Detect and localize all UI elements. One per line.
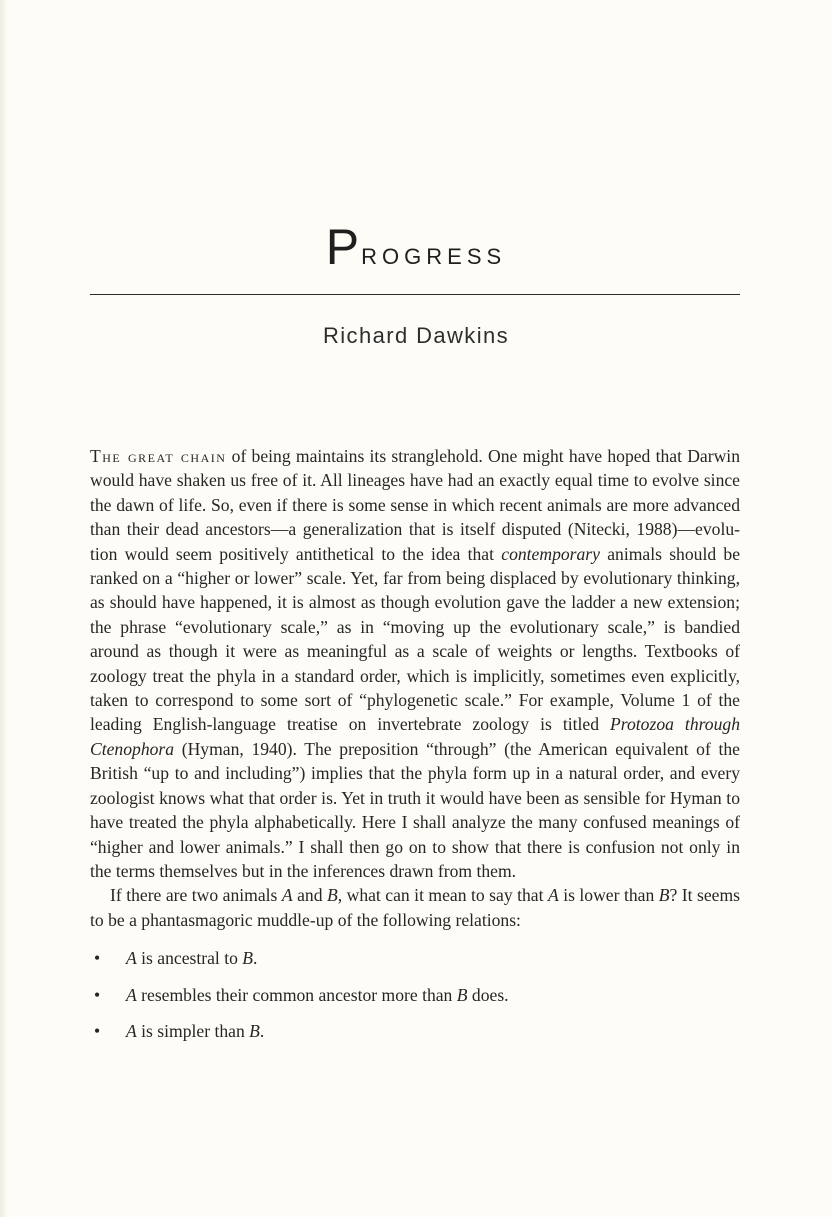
text-run: . bbox=[259, 1020, 265, 1041]
italic-text: B bbox=[456, 984, 468, 1005]
italic-text: A bbox=[281, 885, 293, 906]
lead-in-small-caps: The great chain bbox=[90, 446, 227, 466]
text-run: and bbox=[292, 885, 327, 906]
chapter-title-rest: ROGRESS bbox=[361, 244, 507, 269]
italic-text: A bbox=[126, 1020, 137, 1041]
italic-text: Protozoa through Ctenophora bbox=[90, 714, 740, 759]
bullet-dot-icon: • bbox=[94, 1020, 101, 1041]
body-paragraph bbox=[90, 883, 740, 932]
paragraphs bbox=[90, 444, 740, 932]
text-run: is ancestral to bbox=[136, 948, 243, 969]
bullet-dot-icon: • bbox=[94, 984, 101, 1005]
title-rule bbox=[90, 294, 740, 295]
italic-text: contemporary bbox=[501, 543, 600, 564]
italic-text: B bbox=[249, 1020, 260, 1041]
body-text bbox=[90, 444, 740, 1055]
text-run: (Hyman, 1940). The preposition “through” (the American equivalent of the British “up to and including”) implies that the phyla form up in a natural order, and every zoologist knows what that order is. Yet in truth it would have been as sensible for Hyman to have treated the phyla alphabetically. Here I shall analyze the many confused meanings of “higher and lower animals.” I shall then go on to show that there is confusion not only in the terms themselves but in the inferences drawn from them. bbox=[90, 738, 740, 881]
body-paragraph bbox=[90, 444, 740, 883]
text-run: . bbox=[253, 948, 258, 969]
italic-text: B bbox=[242, 948, 254, 969]
italic-text: B bbox=[326, 885, 338, 906]
text-run: ? It seems to be a phantasmagoric muddle-up of the following relations: bbox=[90, 885, 740, 930]
bullet-dot-icon: • bbox=[94, 948, 101, 969]
text-run: does. bbox=[467, 984, 509, 1005]
italic-text: A bbox=[547, 885, 559, 906]
bullet-item bbox=[90, 983, 740, 1007]
chapter-title bbox=[325, 219, 507, 275]
bullet-item bbox=[90, 1019, 740, 1043]
bullet-list bbox=[90, 946, 740, 1043]
italic-text: B bbox=[658, 885, 670, 906]
chapter-header bbox=[0, 219, 832, 275]
text-run: animals should be ranked on a “higher or lower” scale. Yet, far from being displaced by evolutionary thinking, as should have happened, it is almost as though evolution gave the ladder a new extension; the phrase “evolutionary scale,” as in “moving up the evolutionary scale,” is bandied around as though it were as meaningful as a scale of weights or lengths. Textbooks of zoology treat the phyla in a standard order, which is implicitly, sometimes even explicitly, taken to correspond to some sort of “phylogenetic scale.” For example, Volume 1 of the leading English-language treatise on invertebrate zoology is titled bbox=[90, 543, 740, 735]
page-gutter-shadow bbox=[0, 0, 8, 1217]
text-run: is lower than bbox=[558, 885, 659, 906]
bullet-item bbox=[90, 946, 740, 970]
text-run: is simpler than bbox=[136, 1020, 250, 1041]
text-run: resembles their common ancestor more than bbox=[136, 984, 457, 1005]
text-run: of being maintains its stranglehold. One might have hoped that Darwin would have shaken us free of it. All lineages have had an exactly equal time to evolve since the dawn of life. So, even if there is some sense in which recent animals are more advanced than their dead ancestors—a generalization that is itself disputed (Nitecki, 1988)—evolution would seem positively antithetical to the idea that bbox=[90, 446, 740, 564]
author-name: Richard Dawkins bbox=[322, 323, 510, 348]
text-run: , what can it mean to say that bbox=[337, 885, 548, 906]
italic-text: A bbox=[126, 984, 137, 1005]
text-run: If there are two animals bbox=[110, 885, 282, 906]
chapter-title-initial: P bbox=[325, 219, 361, 275]
italic-text: A bbox=[126, 948, 137, 969]
